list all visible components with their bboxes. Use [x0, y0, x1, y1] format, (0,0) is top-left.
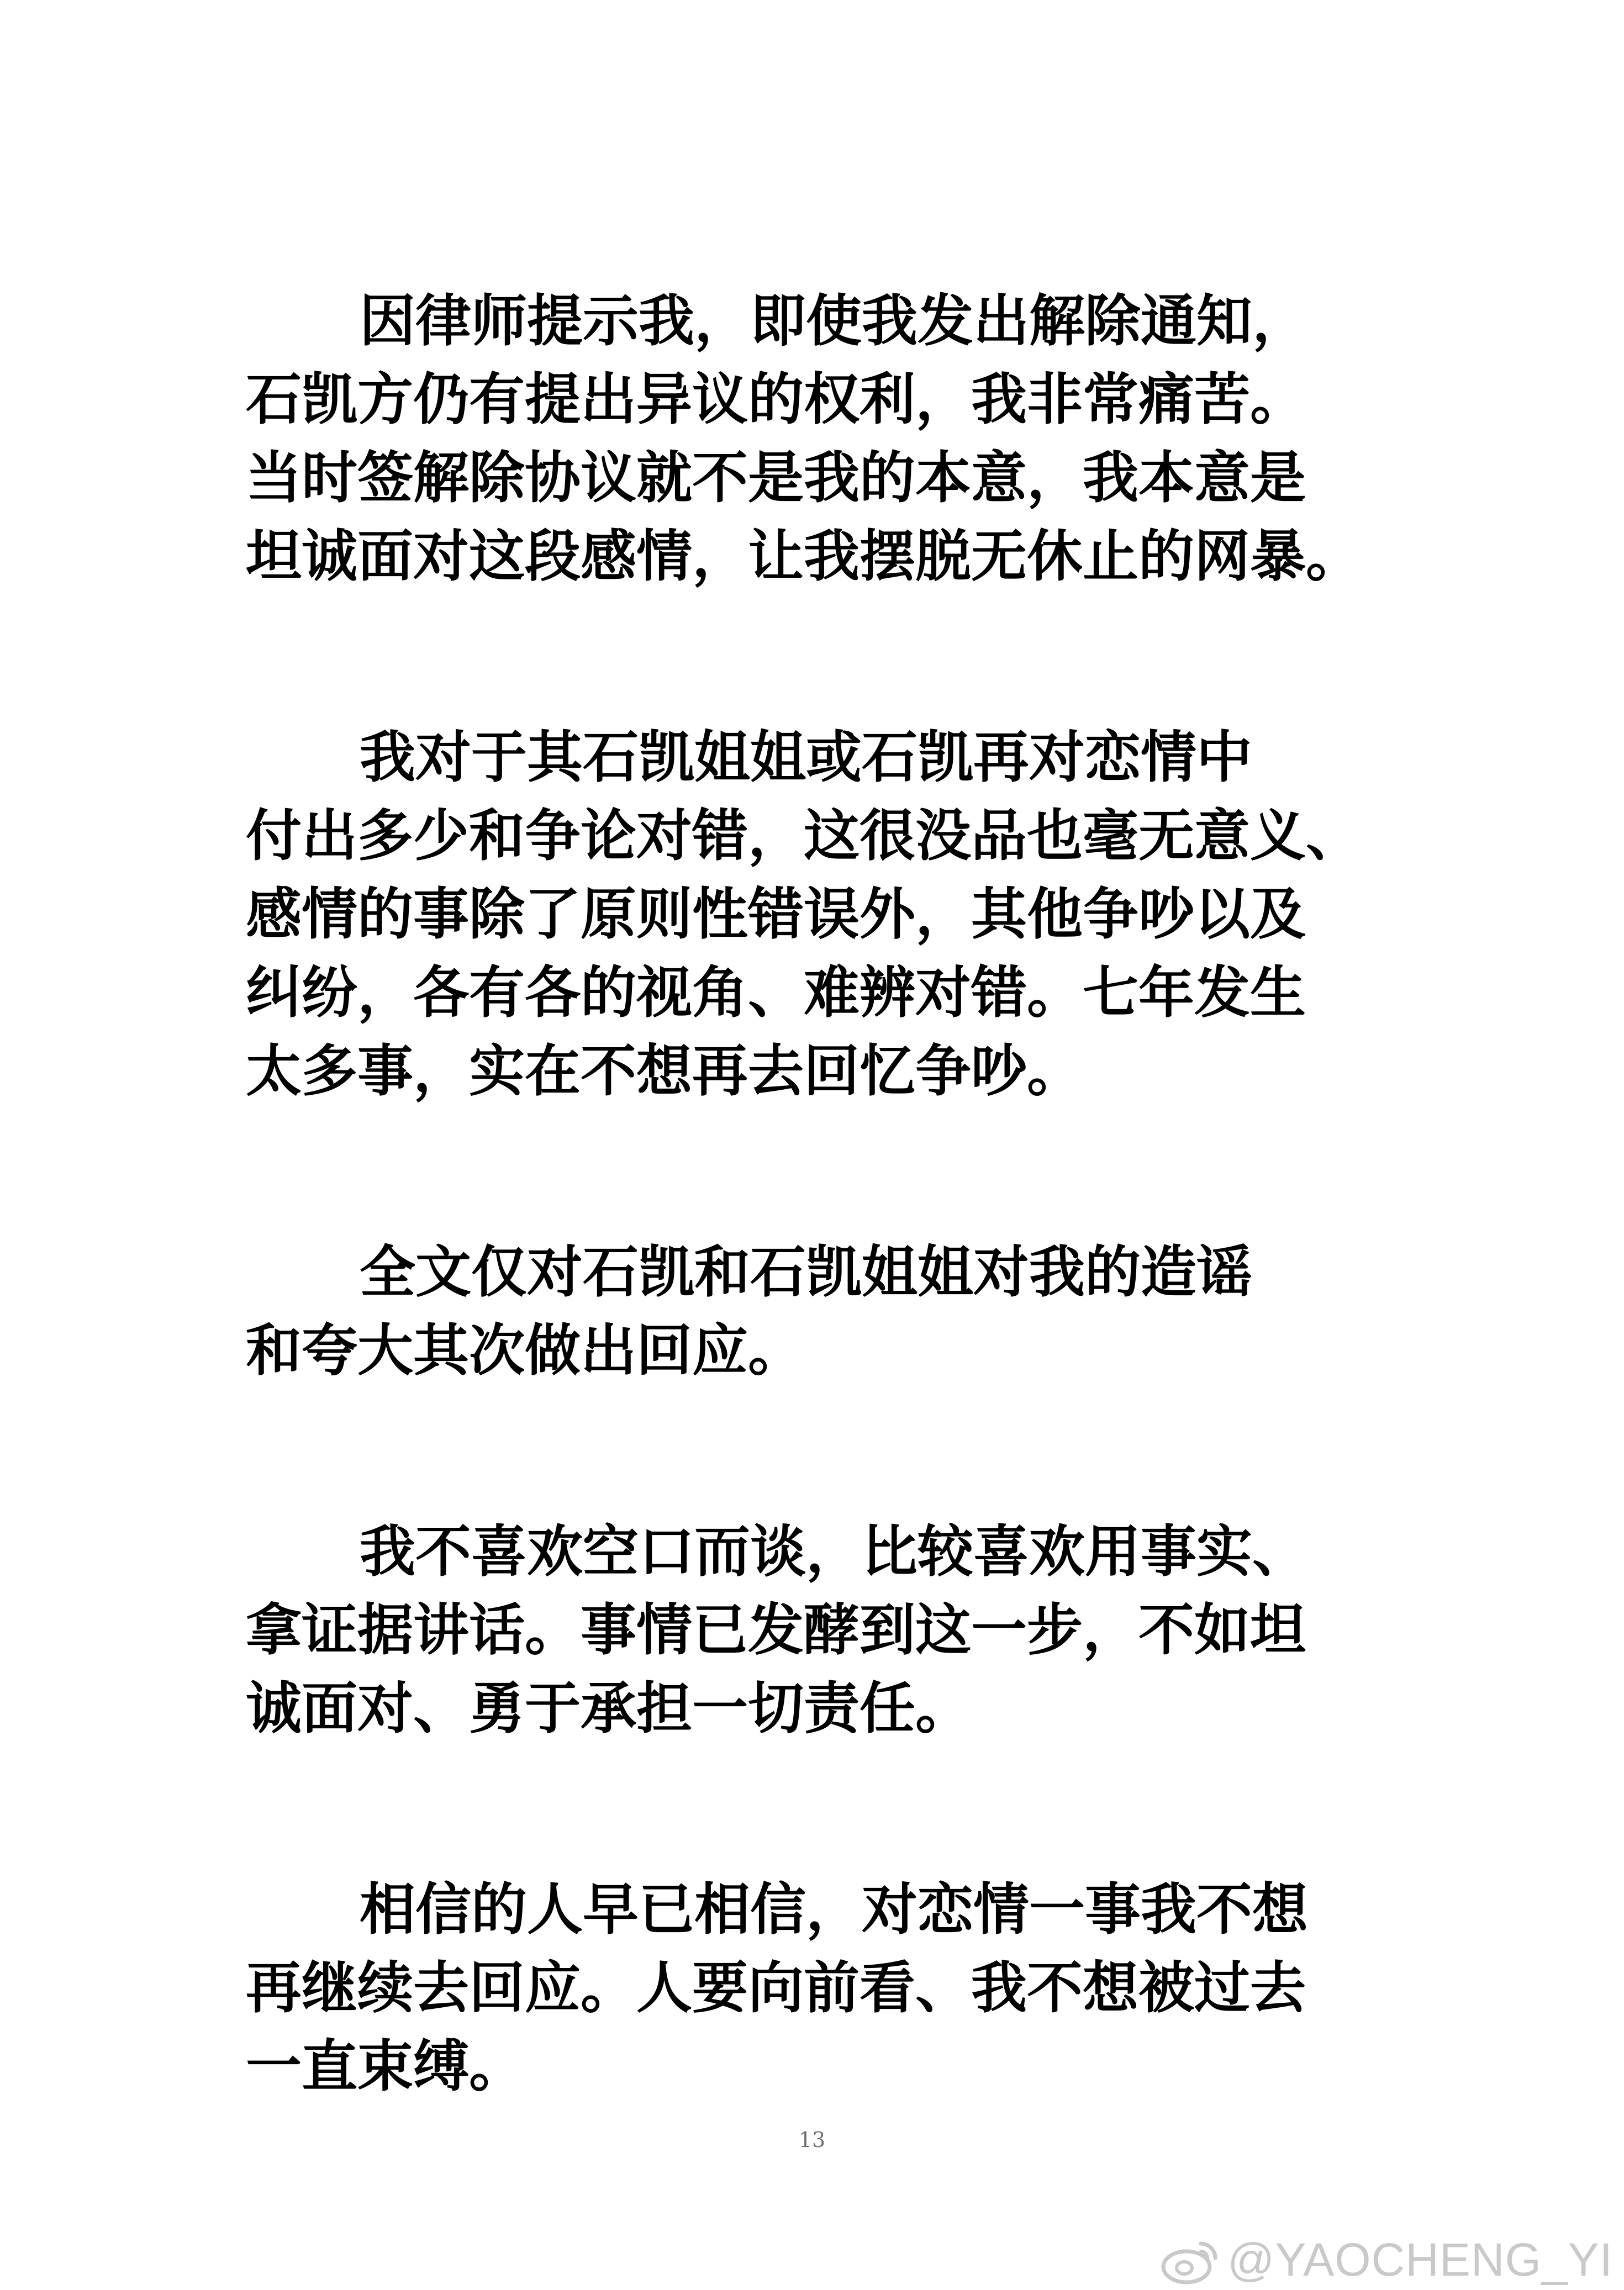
paragraph-1: [246, 282, 1395, 595]
text-line: 我对于其石凯姐姐或石凯再对恋情中: [360, 725, 1253, 790]
watermark: [1160, 2233, 1613, 2287]
paragraph-5: [246, 1870, 1395, 2106]
text-line: 纠纷，各有各的视角、难辨对错。七年发生: [246, 960, 1306, 1025]
text-line: 坦诚面对这段感情，让我摆脱无休止的网暴。: [246, 524, 1362, 589]
paragraph-2: [246, 718, 1395, 1110]
text-line: 太多事，实在不想再去回忆争吵。: [246, 1038, 1083, 1104]
text-line: 拿证据讲话。事情已发酵到这一步，不如坦: [246, 1597, 1306, 1663]
text-line: 我不喜欢空口而谈，比较喜欢用事实、: [360, 1519, 1309, 1584]
text-line: 全文仅对石凯和石凯姐姐对我的造谣: [360, 1239, 1253, 1305]
text-line: 再继续去回应。人要向前看、我不想被过去: [246, 1955, 1306, 2020]
text-line: 诚面对、勇于承担一切责任。: [246, 1676, 972, 1741]
text-line: 一直束缚。: [246, 2034, 525, 2099]
paragraph-4: [246, 1512, 1395, 1748]
text-line: 相信的人早已相信，对恋情一事我不想: [360, 1877, 1309, 1942]
watermark-handle: @YAOCHENG_YI: [1227, 2234, 1613, 2286]
text-line: 石凯方仍有提出异议的权利，我非常痛苦。: [246, 367, 1306, 432]
text-line: 付出多少和争论对错，这很没品也毫无意义、: [246, 803, 1362, 868]
weibo-icon: [1160, 2234, 1222, 2287]
text-line: 因律师提示我，即使我发出解除通知，: [360, 288, 1309, 353]
paragraph-3: [246, 1233, 1395, 1390]
page-number: 13: [798, 2128, 826, 2152]
text-line: 感情的事除了原则性错误外，其他争吵以及: [246, 882, 1306, 947]
text-line: 和夸大其次做出回应。: [246, 1318, 804, 1383]
body-text: [246, 282, 1395, 2228]
text-line: 当时签解除协议就不是我的本意，我本意是: [246, 445, 1306, 510]
